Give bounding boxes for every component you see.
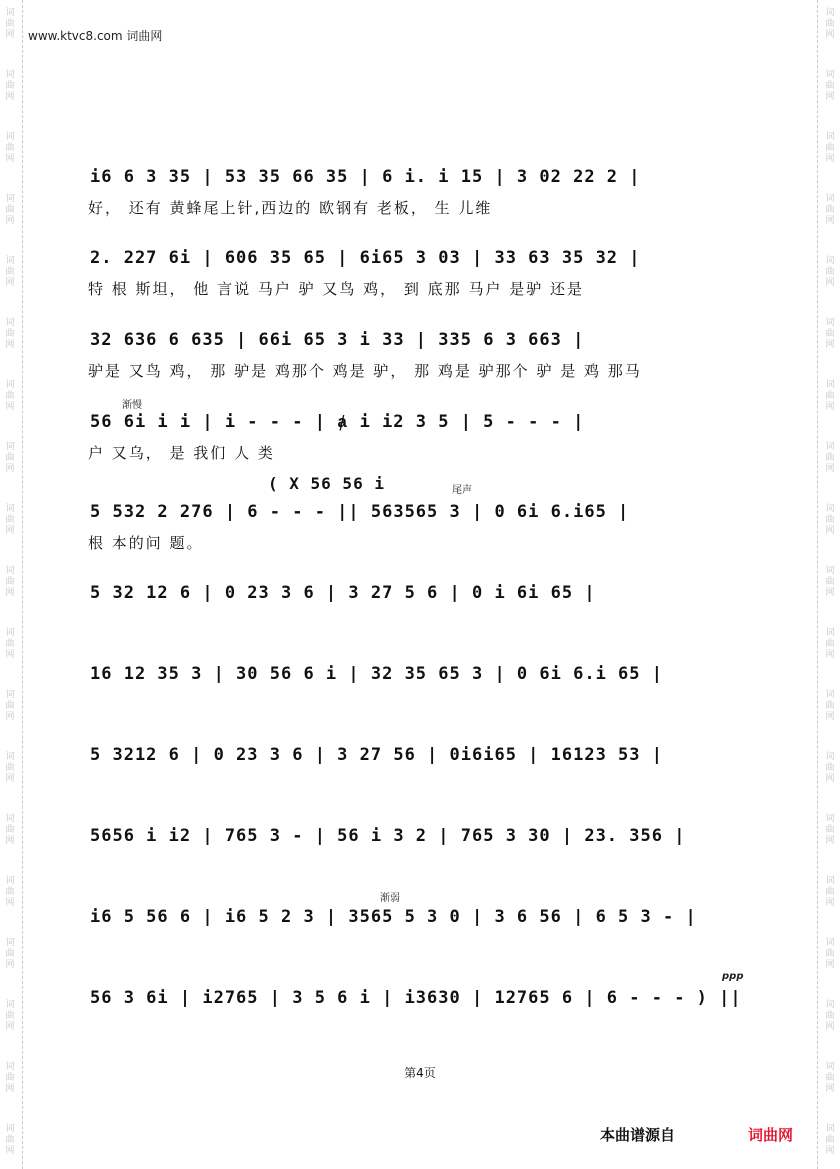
stave-9-notes: 5656 i i2 | 765 3 - | 56 i 3 2 | 765 3 30 | 23. 356 | (90, 826, 686, 846)
stave-1-lyrics: 好， 还有 黄蜂尾上针,西边的 欧钢有 老板， 生 儿维 (88, 199, 493, 217)
watermark-glyphs: 词 曲 网 (825, 690, 835, 722)
source-label: 本曲谱源自 (600, 1126, 676, 1144)
stave-2-lyrics: 特 根 斯坦， 他 言说 马户 驴 又鸟 鸡， 到 底那 马户 是驴 还是 (88, 280, 584, 298)
watermark-glyphs: 词 曲 网 (5, 504, 15, 536)
stave-10-notes: i6 5 56 6 | i6 5 2 3 | 3565 5 3 0 | 3 6 56 | 6 5 3 - | (90, 907, 697, 927)
watermark-glyphs: 词 曲 网 (5, 876, 15, 908)
watermark-glyphs: 词 曲 网 (825, 380, 835, 412)
brand-name: 词曲网 (748, 1126, 794, 1144)
watermark-glyphs: 词 曲 网 (825, 504, 835, 536)
watermark-glyphs: 词 曲 网 (825, 752, 835, 784)
watermark-glyphs: 词 曲 网 (5, 132, 15, 164)
watermark-glyphs: 词 曲 网 (5, 566, 15, 598)
watermark-glyphs: 词 曲 网 (825, 256, 835, 288)
stave-5-bracket-notes: ( X 56 56 i (268, 474, 385, 493)
watermark-glyphs: 词 曲 网 (825, 876, 835, 908)
watermark-glyphs: 词 曲 网 (5, 938, 15, 970)
stave-5-lyrics: 根 本的问 题。 (88, 534, 204, 552)
watermark-glyphs: 词 曲 网 (825, 938, 835, 970)
watermark-glyphs: 词 曲 网 (5, 814, 15, 846)
watermark-glyphs: 词 曲 网 (5, 442, 15, 474)
watermark-glyphs: 词 曲 网 (825, 814, 835, 846)
watermark-glyphs: 词 曲 网 (5, 628, 15, 660)
watermark-glyphs: 词 曲 网 (825, 318, 835, 350)
stave-4-lyrics: 户 又乌， 是 我们 人 类 (88, 444, 275, 462)
watermark-glyphs: 词 曲 网 (825, 1124, 835, 1156)
watermark-glyphs: 词 曲 网 (825, 1062, 835, 1094)
watermark-glyphs: 词 曲 网 (825, 70, 835, 102)
watermark-glyphs: 词 曲 网 (5, 318, 15, 350)
dynamics-decrescendo: 渐弱 (380, 893, 400, 904)
stave-6-notes: 5 32 12 6 | 0 23 3 6 | 3 27 5 6 | 0 i 6i 65 | (90, 583, 596, 603)
stave-7-notes: 16 12 35 3 | 30 56 6 i | 32 35 65 3 | 0 6i 6.i 65 | (90, 664, 663, 684)
watermark-glyphs: 词 曲 网 (5, 70, 15, 102)
watermark-glyphs: 词 曲 网 (825, 566, 835, 598)
dynamics-ppp: ppp (722, 971, 744, 982)
stave-1-notes: i6 6 3 35 | 53 35 66 35 | 6 i. i 15 | 3 02 22 2 | (90, 167, 641, 187)
watermark-glyphs: 词 曲 网 (5, 1124, 15, 1156)
stave-4-notes: 56 6i i i | i - - - | ⱥ i i2 3 5 | 5 - - - | (90, 412, 585, 432)
watermark-glyphs: 词 曲 网 (825, 194, 835, 226)
tempo-mark-slowing: 渐慢 (122, 400, 142, 411)
watermark-glyphs: 词 曲 网 (5, 8, 15, 40)
watermark-glyphs: 词 曲 网 (825, 628, 835, 660)
watermark-glyphs: 词 曲 网 (5, 256, 15, 288)
watermark-glyphs: 词 曲 网 (825, 442, 835, 474)
watermark-glyphs: 词 曲 网 (5, 194, 15, 226)
coda-label: 尾声 (452, 485, 472, 496)
watermark-glyphs: 词 曲 网 (5, 380, 15, 412)
watermark-glyphs: 词 曲 网 (5, 1062, 15, 1094)
watermark-glyphs: 词 曲 网 (5, 690, 15, 722)
watermark-glyphs: 词 曲 网 (5, 752, 15, 784)
stave-3-lyrics: 驴是 又鸟 鸡， 那 驴是 鸡那个 鸡是 驴， 那 鸡是 驴那个 驴 是 鸡 那马 (88, 362, 642, 380)
stave-5-notes: 5 532 2 276 | 6 - - - || 563565 3 | 0 6i 6.i65 | (90, 502, 630, 522)
watermark-glyphs: 词 曲 网 (825, 8, 835, 40)
stave-2-notes: 2. 227 6i | 606 35 65 | 6i65 3 03 | 33 63 35 32 | (90, 248, 641, 268)
stave-11-notes: 56 3 6i | i2765 | 3 5 6 i | i3630 | 12765 6 | 6 - - - ) || (90, 988, 742, 1008)
site-url: www.ktvc8.com 词曲网 (28, 29, 163, 43)
stave-3-notes: 32 636 6 635 | 66i 65 3 i 33 | 335 6 3 663 | (90, 330, 585, 350)
watermark-glyphs: 词 曲 网 (825, 132, 835, 164)
page-number: 第4页 (404, 1066, 436, 1080)
watermark-glyphs: 词 曲 网 (825, 1000, 835, 1032)
stave-8-notes: 5 3212 6 | 0 23 3 6 | 3 27 56 | 0i6i65 | 16123 53 | (90, 745, 663, 765)
watermark-glyphs: 词 曲 网 (5, 1000, 15, 1032)
